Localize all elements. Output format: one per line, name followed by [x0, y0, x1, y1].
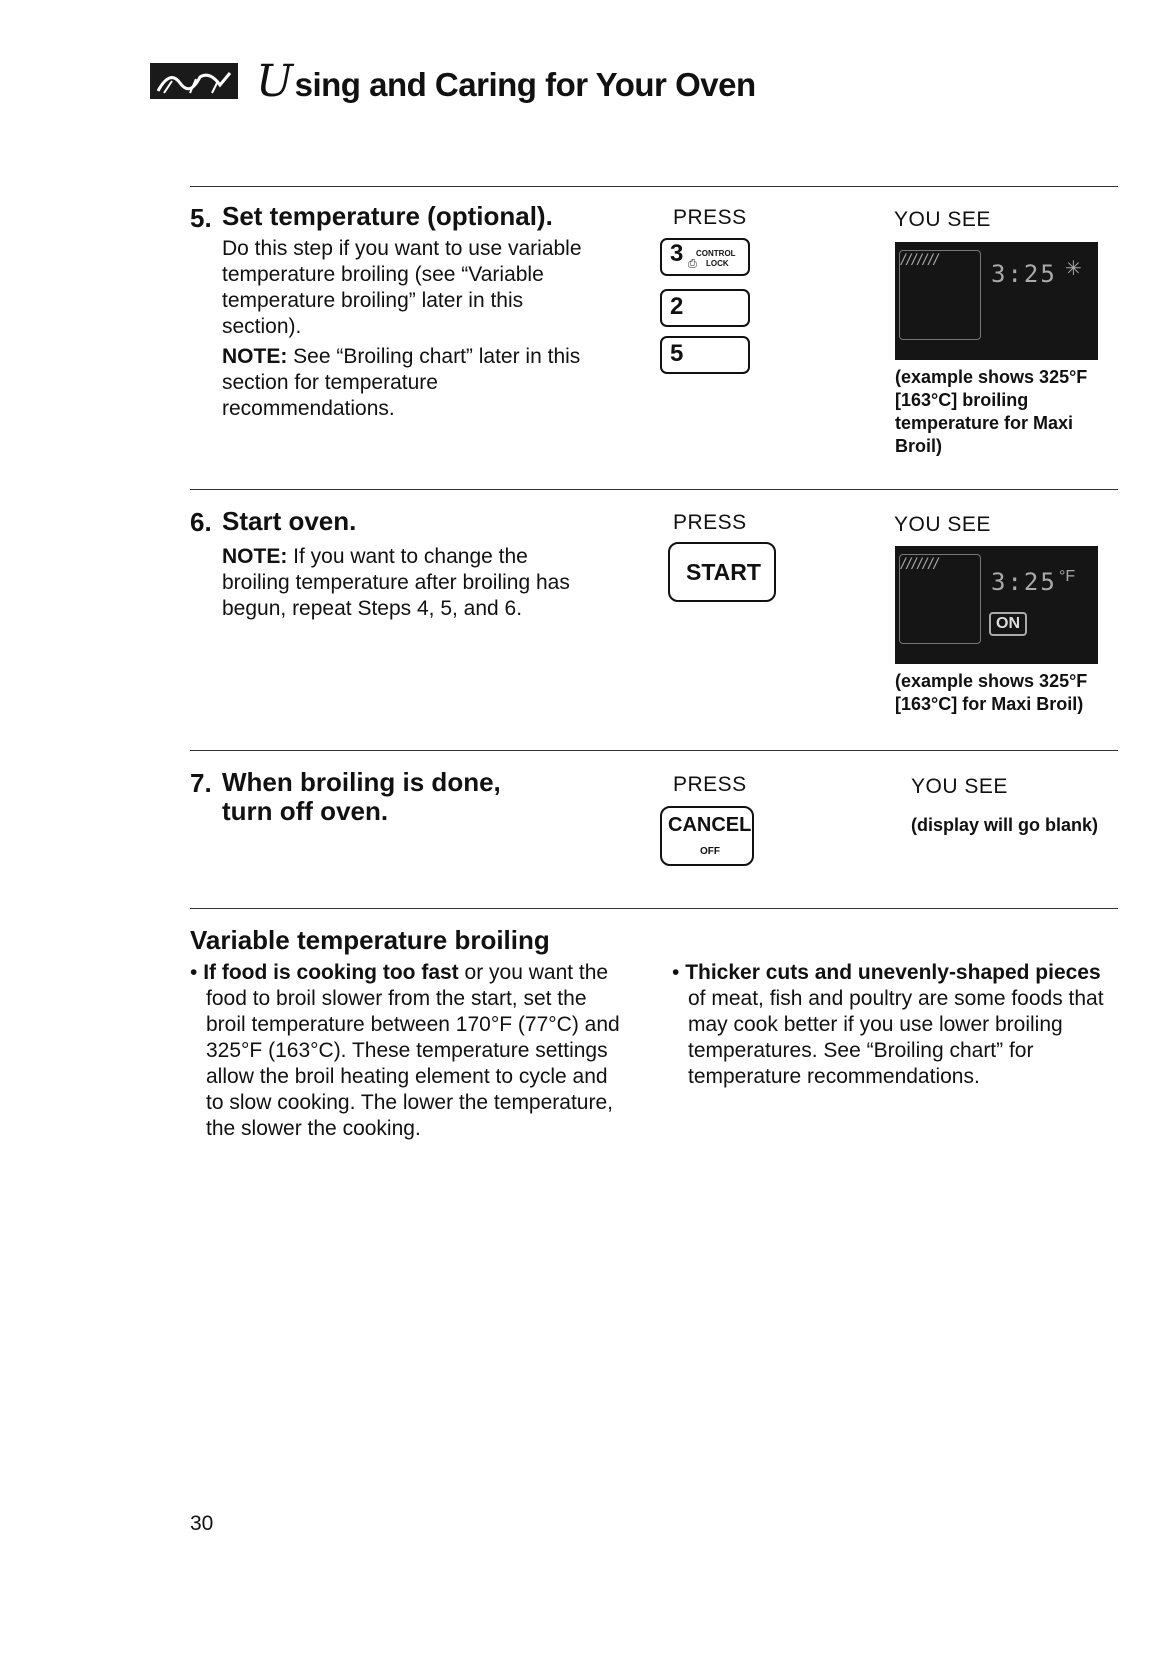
bullet-text: of meat, fish and poultry are some foods that may cook better if you use lower broiling temperatures. See “Broiling chart” for temperature recommendations.	[688, 987, 1104, 1088]
display-caption: (example shows 325°F [163°C] for Maxi Broil)	[895, 671, 1088, 714]
display-digits: 3:25	[991, 260, 1057, 288]
you-see-label: YOU SEE	[911, 775, 1008, 798]
you-see-label: YOU SEE	[894, 208, 991, 231]
key-main: START	[686, 559, 761, 585]
divider	[190, 908, 1118, 909]
step-number: 5.	[190, 203, 212, 233]
divider	[190, 489, 1118, 490]
key-sub: LOCK	[706, 259, 729, 268]
key-5[interactable]	[660, 336, 750, 374]
key-main: 5	[670, 340, 684, 367]
key-main: 2	[670, 293, 684, 320]
bullet-item: • Thicker cuts and unevenly-shaped pieces of meat, fish and poultry are some foods that may cook better if you use lower broiling temperatures. See “Broiling chart” for temperature recommendations.	[672, 961, 1104, 1088]
step-number: 7.	[190, 768, 212, 798]
cancel-off-button[interactable]	[660, 806, 754, 866]
section-title: Variable temperature broiling	[190, 925, 550, 955]
display-indicators: ///////	[901, 556, 940, 573]
step-number: 6.	[190, 507, 212, 537]
step-heading: When broiling is done,	[222, 767, 501, 797]
step-note	[222, 544, 592, 622]
step-note	[222, 344, 592, 422]
note-text: See “Broiling chart” later in this section for temperature recommendations.	[222, 345, 581, 420]
key-2[interactable]	[660, 289, 750, 327]
key-sub: CONTROL	[696, 249, 736, 258]
title-initial: U	[256, 55, 293, 107]
key-main: CANCEL	[668, 814, 752, 836]
display-caption: (example shows 325°F [163°C] broiling temperature for Maxi Broil)	[895, 367, 1088, 456]
bullet-lead: If food is cooking too fast	[203, 961, 459, 984]
page-header	[150, 56, 756, 106]
display-digits: 3:25	[991, 568, 1057, 596]
start-button[interactable]	[668, 542, 776, 602]
bullet-text: or you want the food to broil slower from the start, set the broil temperature between 170°F (77°C) and 325°F (163°C). These temperature settings allow the broil heating element to cycle and to slow cooking. The lower the temperature, the slower the cooking.	[206, 961, 620, 1140]
press-label: PRESS	[673, 511, 747, 534]
page-number: 30	[190, 1512, 214, 1535]
divider	[190, 750, 1118, 751]
press-label: PRESS	[673, 773, 747, 796]
press-label: PRESS	[673, 206, 747, 229]
heat-indicator-icon: ✳	[1065, 258, 1082, 280]
step-heading: turn off oven.	[222, 796, 389, 826]
key-3-control-lock[interactable]	[660, 238, 750, 276]
key-sub: OFF	[700, 846, 720, 857]
note-label: NOTE:	[222, 345, 288, 368]
you-see-label: YOU SEE	[894, 513, 991, 536]
oven-display	[895, 242, 1098, 360]
divider	[190, 186, 1118, 187]
lock-icon: ⎙	[688, 258, 697, 270]
brand-logo-icon	[150, 63, 238, 99]
display-indicators: ///////	[901, 252, 940, 269]
title-rest: sing and Caring for Your Oven	[294, 65, 756, 103]
step-heading: Set temperature (optional).	[222, 201, 553, 231]
on-indicator: ON	[989, 612, 1027, 636]
note-text: If you want to change the broiling temperature after broiling has begun, repeat Steps 4, 5, and 6.	[222, 545, 570, 620]
key-main: 3	[670, 240, 684, 267]
page-title	[256, 56, 756, 107]
step-body: Do this step if you want to use variable temperature broiling (see “Variable temperature broiling” later in this section).	[222, 237, 582, 338]
display-unit: °F	[1059, 568, 1076, 585]
bullet-item: • If food is cooking too fast or you want the food to broil slower from the start, set the broil temperature between 170°F (77°C) and 325°F (163°C). These temperature settings allow the broil heating element to cycle and to slow cooking. The lower the temperature, the slower the cooking.	[190, 961, 620, 1140]
display-caption: (display will go blank)	[911, 815, 1099, 835]
bullet-lead: Thicker cuts and unevenly-shaped pieces	[685, 961, 1101, 984]
step-heading: Start oven.	[222, 506, 357, 536]
note-label: NOTE:	[222, 545, 288, 568]
oven-display	[895, 546, 1098, 664]
